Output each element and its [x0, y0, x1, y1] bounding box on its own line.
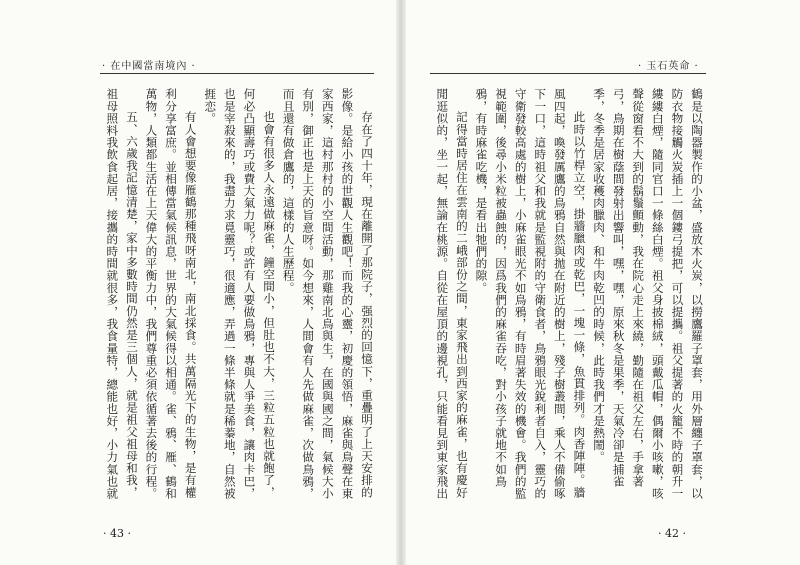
right-page: [408, 0, 800, 565]
left-page: [0, 0, 392, 565]
left-page-body: [100, 88, 376, 506]
left-paragraph: 也會有很多人永遠做麻雀，鐘空間小，但肚也不大，三粒五粒也就飽了，何必凸顯壽巧或費大氣力呢？或許有人要做鳥鴉，專與人爭美食，讓肉卡巴，也是宰殺來的，我盡力求覓靈巧，很適應，弄過一條半條就是稀蓁地，自然被捱恋。: [203, 88, 277, 500]
right-paragraph: 鶴是以陶器製作的小盆，盛放木火炭，以撈鷹羅子罩套，用外層纏子罩套，以防衣物接觸火炭插上一個鏤弓提把，可以提攜。祖父提著的火籠不時的朝升一縷縷白煙，隨同官口一條絲白煙。祖父身披棉絨，頭戴瓜帽，偶爾小咳嗽，咳聲從窗看不大到的鬍鬚顫動，我在院心走上來繞，勤隨在祖父左右，手拿著弓，鳥期在樹蔭間發射出響叫，嘿，嘿，原來秋冬是果季，天氣冷卻是捕雀季，冬季是居家收穫肉臘肉、和牛肉乾凹的時候，此時我們才是熱鬧。: [592, 88, 704, 500]
left-page-number: · 43 ·: [103, 527, 131, 540]
right-paragraph: 記得當時居住在雲南的二峨部份之間，東家飛出到西家的麻雀，也有慶好閒逛似的，坐一起，無論在桃源。自從在屋頂的邊視孔，只能看見到東家飛出: [435, 88, 469, 500]
right-header-rule: [430, 73, 706, 74]
right-paragraph: 此時以竹桿立空，掛牆臘肉或乾巴，一塊一條，魚貫排列。肉香陣陣。牆風四起，喚發厲鷹的鳥鴉自然與拋在附近的樹上，殘子樹叢間，乘人不備偷啄下一口，這時祖父和我就是監視附的守衛食者，鳥鴉眼光銳利者自入，靈巧的守衛發較高處的樹上，小麻雀眼光不如鳥鴉，有時眉著失效的機會。我們的監視範圍，後尋小米粒被蟲蝕的，因爲我們的麻雀吞吃，對小孩子就地不如鳥鴉，有時麻雀吃機，是看出牠們的隙。: [474, 88, 587, 500]
left-running-header: · 在中國當南境內 ·: [102, 61, 196, 72]
left-header-rule: [100, 73, 374, 74]
right-page-number: · 42 ·: [658, 527, 686, 540]
left-paragraph: 五、六歲我記憶清楚，家中多數時間仍然是三個人，就是祖父祖母和我，祖母照料我飲食起居，接攜的時間就很多，我食量特，總能也好，小力氣也就: [105, 88, 139, 500]
left-paragraph: 存在了四十年，現在離開了那院子，强烈的回憶下，重疊明了上天安排的影像。是給小孩的世觀人生觀吧！而我的心靈，初慶的領悟，麻雀與鳥聲在東家西家，這村那村的小空間活動，那雞南北鳥與生，在國與國之間，氣候大小有別，御正也是上天的旨意呀。如今想來，人間會有人先做麻雀，次做鳥鴉，而且還有做倉鷹的，這樣的人生歷程。: [281, 88, 374, 500]
right-page-body: [432, 88, 706, 506]
right-running-header: · 玉石英命 ·: [638, 61, 699, 72]
book-gutter: [396, 0, 406, 565]
left-paragraph: 有人會想要像雁鶴那種飛呀南北，南北採食。共萬隔光下的生物，是有權利分享富庶。並相傳當氣候訊息，世界的大氣候得以相通。雀、鴉、雁、鶴和萬物，人類都生活在上天偉大的平衡力中，我們尊重必須依循著去後的行程。: [144, 88, 198, 500]
